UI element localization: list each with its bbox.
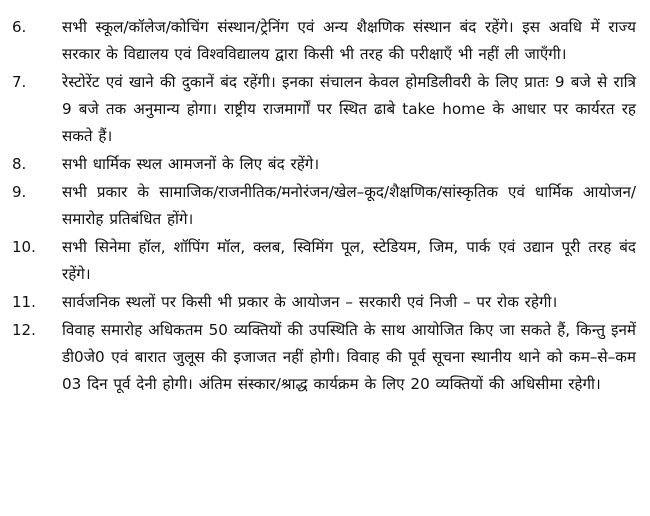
item-text: सभी स्कूल/कॉलेज/कोचिंग संस्थान/ट्रेनिंग एवं अन्य शैक्षणिक संस्थान बंद रहेंगे। इस अवधि में राज्य सरकार के विद्यालय एवं विश्वविद्यालय द्वारा किसी भी तरह की परीक्षाएँ भी नहीं ली जाएँगी। <box>62 18 636 63</box>
item-text: सभी प्रकार के सामाजिक/राजनीतिक/मनोरंजन/खेल–कूद/शैक्षणिक/सांस्कृतिक एवं धार्मिक आयोजन/समारोह प्रतिबंधित होंगे। <box>62 183 636 228</box>
item-number: 8. <box>12 155 27 173</box>
list-item-10 <box>11 234 636 288</box>
item-number: 7. <box>12 73 27 91</box>
item-number: 6. <box>12 18 27 36</box>
item-text: विवाह समारोह अधिकतम 50 व्यक्तियों की उपस्थिति के साथ आयोजित किए जा सकते हैं, किन्तु इनमें डी0जे0 एवं बारात जुलूस की इजाजत नहीं होगी। विवाह की पूर्व सूचना स्थानीय थाने को कम–से–कम 03 दिन पूर्व देनी होगी। अंतिम संस्कार/श्राद्ध कार्यक्रम के लिए 20 व्यक्तियों की अधिसीमा रहेगी। <box>62 321 636 393</box>
list-item-6 <box>11 14 636 68</box>
list-item-9 <box>11 179 636 233</box>
item-text: सार्वजनिक स्थलों पर किसी भी प्रकार के आयोजन – सरकारी एवं निजी – पर रोक रहेगी। <box>62 293 558 311</box>
item-text: सभी धार्मिक स्थल आमजनों के लिए बंद रहेंगे। <box>62 155 320 173</box>
list-item-8 <box>11 151 636 178</box>
list-item-7 <box>11 69 636 150</box>
item-number: 12. <box>12 321 36 339</box>
item-text: रेस्टोरेंट एवं खाने की दुकानें बंद रहेंगी। इनका संचालन केवल होमडिलीवरी के लिए प्रातः 9 बजे से रात्रि 9 बजे तक अनुमान्य होगा। राष्ट्रीय राजमार्गों पर स्थित ढाबे take home के आधार पर कार्यरत रह सकते हैं। <box>62 73 636 145</box>
item-number: 9. <box>12 183 27 201</box>
item-text: सभी सिनेमा हॉल, शॉपिंग मॉल, क्लब, स्विमिंग पूल, स्टेडियम, जिम, पार्क एवं उद्यान पूरी तरह बंद रहेंगे। <box>62 238 636 283</box>
item-number: 11. <box>12 293 36 311</box>
list-item-11 <box>11 289 636 316</box>
item-number: 10. <box>12 238 36 256</box>
list-item-12 <box>11 317 636 398</box>
